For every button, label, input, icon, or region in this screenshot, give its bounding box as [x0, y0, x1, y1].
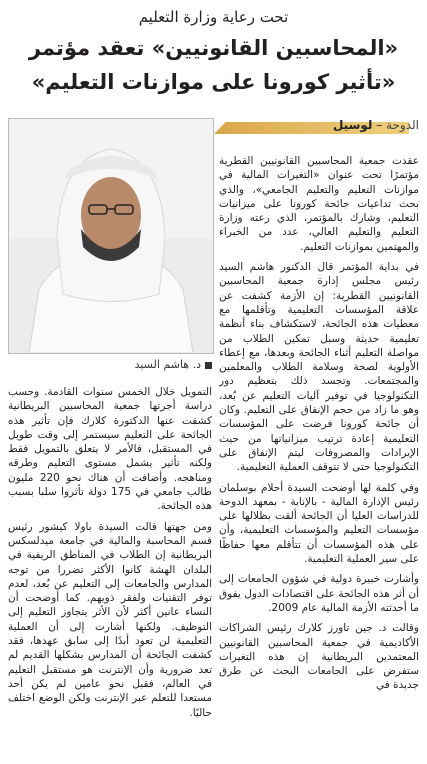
dateline: [219, 118, 419, 132]
dateline-city: الدوحة: [386, 118, 419, 132]
paragraph: ومن جهتها قالت السيدة باولا كيشور رئيس قسم المحاسبة والمالية في جامعة ميدلسكس البريطانية إن الطلاب في المناطق الريفية في البلدان الهشة كانوا الأكثر تضررا من توجه المدارس والجامعات إلى التعليم عن بُعد، لعدم توفر التقنيات ولفقر ذويهم. كما أوضحت أن النساء عانين أكثر لأن الأثر يتجاوز التعليم إلى التوظيف. ولكنها أشارت إلى أن العملية التعليمية لن تعود أبدًا إلى سابق عهدها، فقد كشفت الجائحة أن المدارس بشكلها القديم لم تعد ضرورية وأن الإنترنت هو مستقبل التعليم في العالم، فقبل نحو عامين لم يكن أحد مستعدا للتعلم عبر الإنترنت ولكن الوضع اختلف حاليًا.: [8, 520, 212, 719]
paragraph: التمويل خلال الخمس سنوات القادمة. وحسب دراسة أجرتها جمعية المحاسبين البريطانية كشفت عنها الدكتورة كلارك فإن تأثير هذه الجائحة على التعليم سيستمر إلى وقت طويل في المستقبل، فالأمر لا يتعلق بالتمويل فقط ولكنه تأثير يشمل مستوى التعليم وطرقه ومناهجه. وأضافت أن هناك نحو 220 مليون طالب جامعي في 175 دولة تأثروا سلبا بسبب هذه الجائحة.: [8, 386, 212, 513]
dateline-brand: لوسيل: [332, 118, 373, 132]
headline-line-1: «المحاسبين القانونيين» تعقد مؤتمر: [28, 36, 399, 60]
headline-line-2: «تأثير كورونا على موازنات التعليم»: [31, 70, 396, 94]
paragraph: وفي كلمة لها أوضحت السيدة أحلام بوسلمان رئيس الإدارة المالية - بالإنابة - بمعهد الدوحة للدراسات العليا أن الجائحة ألقت بظلالها على مؤسسات التعليم والمؤسسات التعليمية، وأن على هذه المؤسسات أن تتأقلم معها حفاظًا على سير العملية التعليمية.: [219, 481, 419, 566]
portrait-photo: [8, 118, 214, 354]
paragraph: وقالت د. جين تاورز كلارك رئيس الشراكات الأكاديمية في جمعية المحاسبين القانونيين المعتمدين البريطانية إن هذه التغيرات ستفرض على الجامعات البحث عن طرق جديدة في: [219, 622, 419, 692]
kicker: تحت رعاية وزارة التعليم: [138, 8, 289, 26]
portrait-illustration: [9, 119, 213, 353]
dateline-separator: –: [372, 118, 387, 132]
caption-text: د. هاشم السيد: [134, 358, 201, 371]
paragraph: وأشارت خبيرة دولية في شؤون الجامعات إلى أن أثر هذه الجائحة على اقتصادات الدول يفوق ما أحدثته الأزمة المالية عام 2009.: [219, 573, 419, 614]
paragraph: عقدت جمعية المحاسبين القانونيين القطرية مؤتمرًا تحت عنوان «التغيرات المالية في موازنات التعليم والتعليم الجامعي»، والذي بحث تداعيات جائحة كورونا على ميزانيات التعليم، وشارك بالمؤتمر، الذي رعته وزارة التعليم والتعليم العالي، عدد من الخبراء والمهتمين بموازنات التعليم.: [219, 155, 419, 253]
caption-square-icon: [205, 362, 212, 369]
photo-caption: [8, 358, 212, 371]
paragraph: في بداية المؤتمر قال الدكتور هاشم السيد رئيس مجلس إدارة جمعية المحاسبين القانونيين القطرية: إن الأزمة كشفت عن علاقة المؤسسات التعليمية وتأقلمها مع معطيات هذه الجائحة، لاستكشاف بناء أنظمة تعليمية حديثة وسبل تمكين الطلاب من مواصلة التعليم أثناء الجائحة وبعدها، مع إعطاء الأولوية لصحة وسلامة الطلاب والمعلمين والمجتمعات. وتجسد ذلك بتعظيم دور التكنولوجيا في توفير آليات التعليم عن بُعد، وهو ما زاد من حجم الإنفاق على التعليم. وكان أن جائحة كورونا فرضت على المؤسسات التعليمية إعادة ترتيب ميزانياتها من حيث الإيرادات والمصروفات ليتم الإنفاق على التكنولوجيا حتى لا تتوقف العملية التعليمية.: [219, 261, 419, 474]
article-column-right: [219, 154, 419, 759]
article-column-left: [8, 385, 212, 760]
